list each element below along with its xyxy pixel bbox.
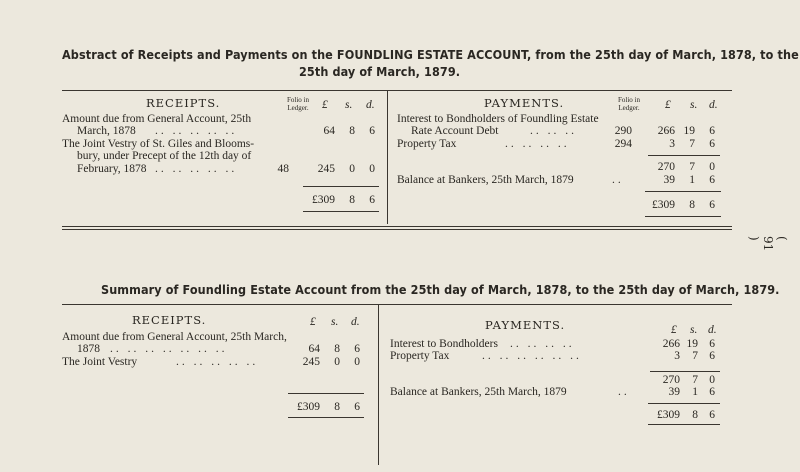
payment-item1-line2: Rate Account Debt <box>411 125 499 137</box>
receipt-item1-pounds: 64 <box>323 125 335 137</box>
payment-item1-shillings: 19 <box>683 125 695 137</box>
summary-payments-subtotal-rule <box>650 371 720 372</box>
leader-dots: .. .. .. .. .. .. <box>482 350 582 362</box>
summary-payment-balance-pounds: 39 <box>668 386 680 398</box>
payments-subtotal-shillings: 7 <box>689 161 695 173</box>
payment-item2-pounds: 3 <box>669 138 675 150</box>
summary-payments-total-rule <box>648 403 720 404</box>
summary-receipts-total-pounds: £309 <box>297 401 320 413</box>
summary-receipt-item1-shillings: 8 <box>334 343 340 355</box>
receipt-item2-line1: The Joint Vestry of St. Giles and Blooms- <box>62 138 255 150</box>
summary-payments-total-pounds: £309 <box>657 409 680 421</box>
summary-title: Summary of Foundling Estate Account from the 25th day of March, 1878, to the 25th day of March, 1879. <box>101 282 780 297</box>
folio-header: Folio in Ledger. <box>287 96 309 112</box>
summary-payment-item2-pounds: 3 <box>674 350 680 362</box>
summary-payments-subtotal-shillings: 7 <box>692 374 698 386</box>
payment-balance-pence: 6 <box>709 174 715 186</box>
receipt-item1-pence: 6 <box>369 125 375 137</box>
pence-header: d. <box>708 324 717 336</box>
payments-total-rule <box>645 191 721 192</box>
leader-dots: .. .. .. .. <box>505 138 570 150</box>
shilling-header: s. <box>331 316 339 328</box>
receipt-item1-line1: Amount due from General Account, 25th <box>62 113 252 125</box>
leader-dots: .. .. .. .. .. <box>155 163 238 175</box>
shilling-header: s. <box>690 99 698 111</box>
payments-total-pounds: £309 <box>652 199 675 211</box>
receipts-total-shillings: 8 <box>349 194 355 206</box>
payment-item1-pence: 6 <box>709 125 715 137</box>
summary-payment-item2: Property Tax <box>390 350 450 362</box>
summary-payment-balance-shillings: 1 <box>692 386 698 398</box>
summary-payment-item1-pounds: 266 <box>662 338 680 350</box>
leader-dots: .. <box>612 174 624 186</box>
payment-item1-folio: 290 <box>614 125 632 137</box>
payments-subtotal-pounds: 270 <box>657 161 675 173</box>
payment-item2-pence: 6 <box>709 138 715 150</box>
summary-receipt-item2-pence: 0 <box>354 356 360 368</box>
pound-header: £ <box>671 324 677 336</box>
receipt-item2-pence: 0 <box>369 163 375 175</box>
page-number: ( 91 ) <box>747 236 789 252</box>
receipt-item2-line2: bury, under Precept of the 12th day of <box>77 150 252 162</box>
summary-column-divider <box>378 305 379 465</box>
payment-item2-folio: 294 <box>614 138 632 150</box>
summary-receipt-item1-pounds: 64 <box>308 343 320 355</box>
payments-subtotal-rule <box>648 155 720 156</box>
payments-total-pence: 6 <box>709 199 715 211</box>
summary-payment-item2-shillings: 7 <box>692 350 698 362</box>
summary-payment-balance-pence: 6 <box>709 386 715 398</box>
leader-dots: .. .. .. .. .. <box>155 125 238 137</box>
summary-receipt-item1-line1: Amount due from General Account, 25th March, <box>62 331 287 343</box>
shilling-header: s. <box>345 99 353 111</box>
payment-item1-line1: Interest to Bondholders of Foundling Estate <box>397 113 599 125</box>
receipt-item1-shillings: 8 <box>349 125 355 137</box>
payment-balance-shillings: 1 <box>689 174 695 186</box>
payments-heading: PAYMENTS. <box>484 96 565 110</box>
summary-receipts-total-underline <box>288 417 364 418</box>
abstract-title-line2: 25th day of March, 1879. <box>299 64 461 79</box>
receipt-item2-line3: February, 1878 <box>77 163 147 175</box>
payment-item1-pounds: 266 <box>657 125 675 137</box>
receipts-heading: RECEIPTS. <box>132 313 207 327</box>
abstract-column-divider <box>387 91 388 224</box>
summary-payment-item1: Interest to Bondholders <box>390 338 498 350</box>
receipts-total-pence: 6 <box>369 194 375 206</box>
receipts-total-rule <box>303 186 379 187</box>
summary-receipts-total-shillings: 8 <box>334 401 340 413</box>
receipt-item2-folio: 48 <box>277 163 289 175</box>
payment-item2-shillings: 7 <box>689 138 695 150</box>
payments-total-underline <box>645 216 721 217</box>
pence-header: d. <box>366 99 375 111</box>
payments-subtotal-pence: 0 <box>709 161 715 173</box>
summary-payment-item2-pence: 6 <box>709 350 715 362</box>
folio-header: Folio in Ledger. <box>618 96 640 112</box>
summary-payment-item1-shillings: 19 <box>686 338 698 350</box>
summary-payments-subtotal-pounds: 270 <box>662 374 680 386</box>
receipts-total-pounds: £309 <box>312 194 335 206</box>
summary-receipts-total-rule <box>288 393 364 394</box>
summary-payment-item1-pence: 6 <box>709 338 715 350</box>
summary-payments-total-pence: 6 <box>709 409 715 421</box>
summary-receipt-item2-pounds: 245 <box>302 356 320 368</box>
leader-dots: .. .. .. <box>530 125 577 137</box>
abstract-title-line1: Abstract of Receipts and Payments on the FOUNDLING ESTATE ACCOUNT, from the 25th day of March, 1878, to the <box>62 47 799 62</box>
abstract-bottom-rule-double <box>62 229 732 230</box>
summary-payment-balance: Balance at Bankers, 25th March, 1879 <box>390 386 567 398</box>
pound-header: £ <box>310 316 316 328</box>
payment-balance: Balance at Bankers, 25th March, 1879 <box>397 174 574 186</box>
summary-payments-subtotal-pence: 0 <box>709 374 715 386</box>
leader-dots: .. .. .. .. .. .. .. <box>110 343 228 355</box>
shilling-header: s. <box>690 324 698 336</box>
summary-top-rule <box>62 304 732 305</box>
summary-payments-total-shillings: 8 <box>692 409 698 421</box>
payments-total-shillings: 8 <box>689 199 695 211</box>
receipt-item2-shillings: 0 <box>349 163 355 175</box>
receipt-item1-line2: March, 1878 <box>77 125 136 137</box>
summary-receipts-total-pence: 6 <box>354 401 360 413</box>
leader-dots: .. .. .. .. .. <box>176 356 259 368</box>
receipts-heading: RECEIPTS. <box>146 96 221 110</box>
receipts-total-underline <box>303 211 379 212</box>
summary-payments-total-underline <box>648 424 720 425</box>
pound-header: £ <box>665 99 671 111</box>
pence-header: d. <box>351 316 360 328</box>
summary-receipt-item2: The Joint Vestry <box>62 356 138 368</box>
leader-dots: .. <box>618 386 630 398</box>
summary-receipt-item1-pence: 6 <box>354 343 360 355</box>
receipt-item2-pounds: 245 <box>317 163 335 175</box>
summary-receipt-item1-line2: 1878 <box>77 343 100 355</box>
abstract-top-rule <box>62 90 732 91</box>
summary-receipt-item2-shillings: 0 <box>334 356 340 368</box>
payment-balance-pounds: 39 <box>663 174 675 186</box>
abstract-bottom-rule <box>62 226 732 227</box>
payments-heading: PAYMENTS. <box>485 318 566 332</box>
leader-dots: .. .. .. .. <box>510 338 575 350</box>
pence-header: d. <box>709 99 718 111</box>
payment-item2: Property Tax <box>397 138 457 150</box>
pound-header: £ <box>322 99 328 111</box>
